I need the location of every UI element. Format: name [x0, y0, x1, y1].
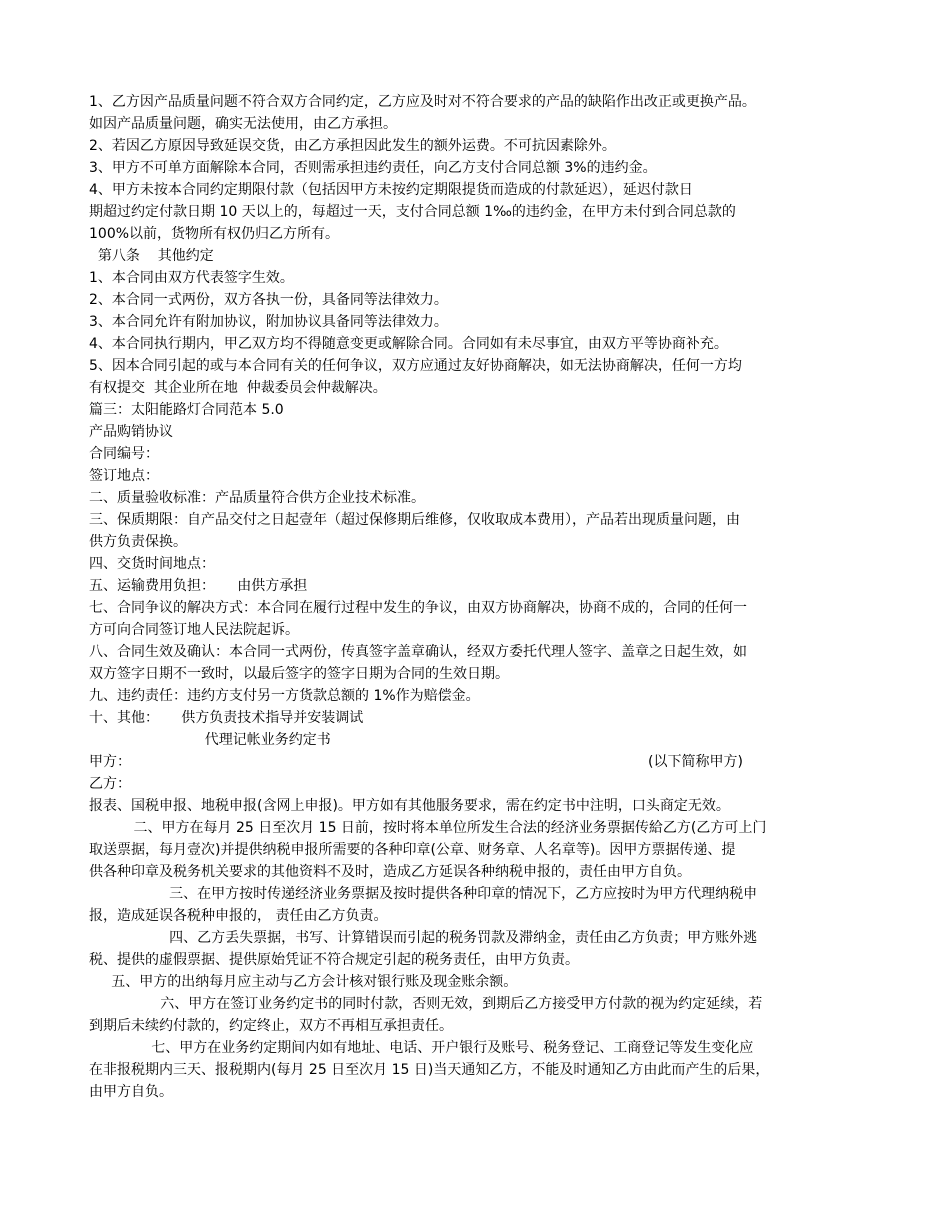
text-line: 四、乙方丢失票据，书写、计算错误而引起的税务罚款及滞纳金，责任由乙方负责；甲方账外逃	[89, 930, 758, 946]
text-line: 签订地点：	[89, 468, 159, 484]
text-line: 供各种印章及税务机关要求的其他资料不及时，造成乙方延误各种纳税申报的，责任由甲方自负。	[89, 864, 691, 880]
text-line: 5、因本合同引起的或与本合同有关的任何争议，双方应通过友好协商解决，如无法协商解决，任何一方均	[89, 358, 742, 374]
text-line: 到期后未续约付款的，约定终止，双方不再相互承担责任。	[89, 1018, 453, 1034]
party-a-note: (以下简称甲方)	[648, 754, 743, 770]
text-line: 二、质量验收标准：产品质量符合供方企业技术标准。	[89, 490, 425, 506]
text-line: 三、保质期限：自产品交付之日起壹年（超过保修期后维修，仅收取成本费用），产品若出现质量问题，由	[89, 512, 740, 528]
text-line: 七、合同争议的解决方式：本合同在履行过程中发生的争议，由双方协商解决，协商不成的，合同的任何一	[89, 600, 747, 616]
text-line: 四、交货时间地点：	[89, 556, 215, 572]
text-line: 2、若因乙方原因导致延误交货，由乙方承担因此发生的额外运费。不可抗因素除外。	[89, 138, 616, 154]
text-line: 在非报税期内三天、报税期内(每月 25 日至次月 15 日)当天通知乙方，不能及时通知乙方由此而产生的后果，	[89, 1062, 770, 1078]
text-line: 方可向合同签订地人民法院起诉。	[89, 622, 299, 638]
section-title: 篇三：太阳能路灯合同范本 5.0	[89, 402, 284, 418]
text-line: 由甲方自负。	[89, 1084, 173, 1100]
text-line: 六、甲方在签订业务约定书的同时付款，否则无效，到期后乙方接受甲方付款的视为约定延续，若	[89, 996, 763, 1012]
text-line: 3、甲方不可单方面解除本合同，否则需承担违约责任，向乙方支付合同总额 3%的违约金。	[89, 160, 657, 176]
text-line: 期超过约定付款日期 10 天以上的，每超过一天，支付合同总额 1‰的违约金，在甲方未付到合同总款的	[89, 204, 736, 220]
text-line: 十、其他： 供方负责技术指导并安装调试	[89, 710, 364, 726]
text-line: 八、合同生效及确认：本合同一式两份，传真签字盖章确认，经双方委托代理人签字、盖章之日起生效，如	[89, 644, 747, 660]
party-b-label: 乙方：	[89, 776, 131, 792]
document-title: 代理记帐业务约定书	[89, 732, 331, 748]
text-line: 七、甲方在业务约定期间内如有地址、电话、开户银行及账号、税务登记、工商登记等发生变化应	[89, 1040, 754, 1056]
text-line: 双方签字日期不一致时，以最后签字的签字日期为合同的生效日期。	[89, 666, 509, 682]
party-a-label: 甲方：	[89, 754, 131, 770]
text-line: 税、提供的虚假票据、提供原始凭证不符合规定引起的税务责任，由甲方负责。	[89, 952, 579, 968]
text-line: 供方负责保换。	[89, 534, 187, 550]
text-line: 九、违约责任：违约方支付另一方货款总额的 1%作为赔偿金。	[89, 688, 480, 704]
text-line: 3、本合同允许有附加协议，附加协议具备同等法律效力。	[89, 314, 448, 330]
text-line: 有权提交 其企业所在地 仲裁委员会仲裁解决。	[89, 380, 387, 396]
text-line: 如因产品质量问题，确实无法使用，由乙方承担。	[89, 116, 397, 132]
text-line: 产品购销协议	[89, 424, 173, 440]
text-line: 4、本合同执行期内，甲乙双方均不得随意变更或解除合同。合同如有未尽事宜，由双方平等协商补充。	[89, 336, 728, 352]
text-line: 2、本合同一式两份，双方各执一份，具备同等法律效力。	[89, 292, 448, 308]
section-heading: 第八条 其他约定	[89, 248, 214, 264]
text-line: 取送票据，每月壹次)并提供纳税申报所需要的各种印章(公章、财务章、人名章等)。因甲方票据传递、提	[89, 842, 736, 858]
text-line: 五、运输费用负担： 由供方承担	[89, 578, 308, 594]
text-line: 报表、国税申报、地税申报(含网上申报)。甲方如有其他服务要求，需在约定书中注明，口头商定无效。	[89, 798, 730, 814]
text-line: 4、甲方未按本合同约定期限付款（包括因甲方未按约定期限提货而造成的付款延迟），延迟付款日	[89, 182, 693, 198]
text-line: 合同编号：	[89, 446, 159, 462]
text-line: 1、乙方因产品质量问题不符合双方合同约定，乙方应及时对不符合要求的产品的缺陷作出改正或更换产品。	[89, 94, 756, 110]
text-line: 五、甲方的出纳每月应主动与乙方会计核对银行账及现金账余额。	[89, 974, 518, 990]
text-line: 1、本合同由双方代表签字生效。	[89, 270, 294, 286]
text-line: 二、甲方在每月 25 日至次月 15 日前，按时将本单位所发生合法的经济业务票据传給乙方(乙方可上门	[89, 820, 767, 836]
text-line: 报，造成延误各税种申报的， 责任由乙方负责。	[89, 908, 388, 924]
text-line: 100%以前，货物所有权仍归乙方所有。	[89, 226, 340, 242]
text-line: 三、在甲方按时传递经济业务票据及按时提供各种印章的情况下，乙方应按时为甲方代理纳税申	[89, 886, 758, 902]
